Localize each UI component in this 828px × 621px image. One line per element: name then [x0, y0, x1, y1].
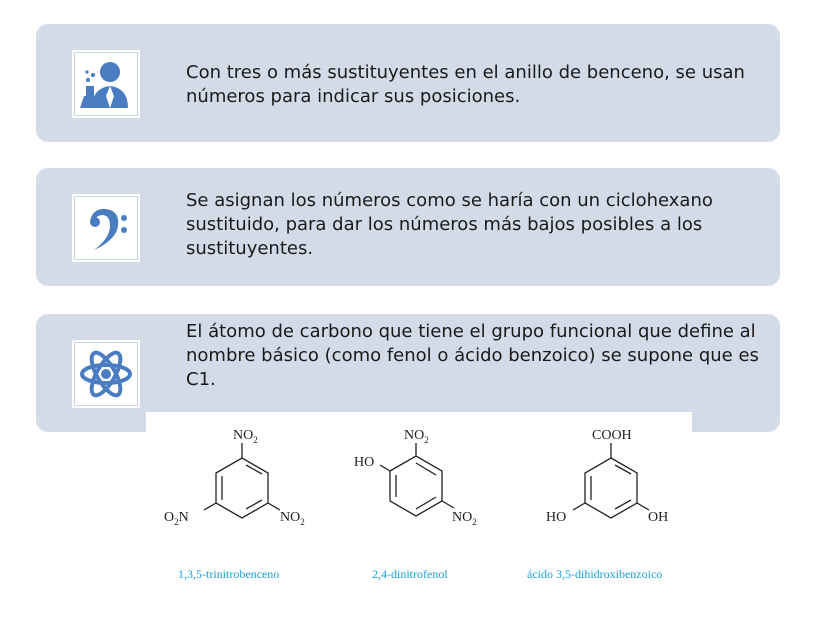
group-label: $NO_2$ — [233, 428, 258, 445]
card-text: Con tres o más sustituyentes en el anillo de benceno, se usan números para indicar sus posiciones. — [186, 62, 745, 107]
group-label: $O_2N$ — [164, 510, 189, 527]
card-text: El átomo de carbono que tiene el grupo funcional que define al nombre básico (como fenol o ácido benzoico) se supone que es C1. — [186, 321, 759, 390]
atom-icon — [72, 340, 140, 408]
molecule-caption: 1,3,5-trinitrobenceno — [178, 567, 280, 581]
group-label: $NO_2$ — [404, 428, 429, 445]
molecule-caption: 2,4-dinitrofenol — [372, 567, 448, 581]
group-label: HO — [354, 455, 375, 470]
info-card-1 — [36, 24, 780, 142]
group-label: $NO_2$ — [452, 510, 477, 527]
bass-clef-icon — [72, 194, 140, 262]
chemical-structures — [146, 412, 692, 592]
group-label: $NO_2$ — [280, 510, 305, 527]
scientist-icon — [72, 50, 140, 118]
group-label: HO — [546, 510, 567, 525]
molecule-caption: ácido 3,5-dihidroxibenzoico — [527, 567, 663, 581]
group-label: OH — [648, 510, 669, 525]
card-text: Se asignan los números como se haría con un ciclohexano sustituido, para dar los números más bajos posibles a los sustituyentes. — [186, 190, 713, 259]
info-card-2 — [36, 168, 780, 286]
group-label: COOH — [592, 428, 632, 443]
